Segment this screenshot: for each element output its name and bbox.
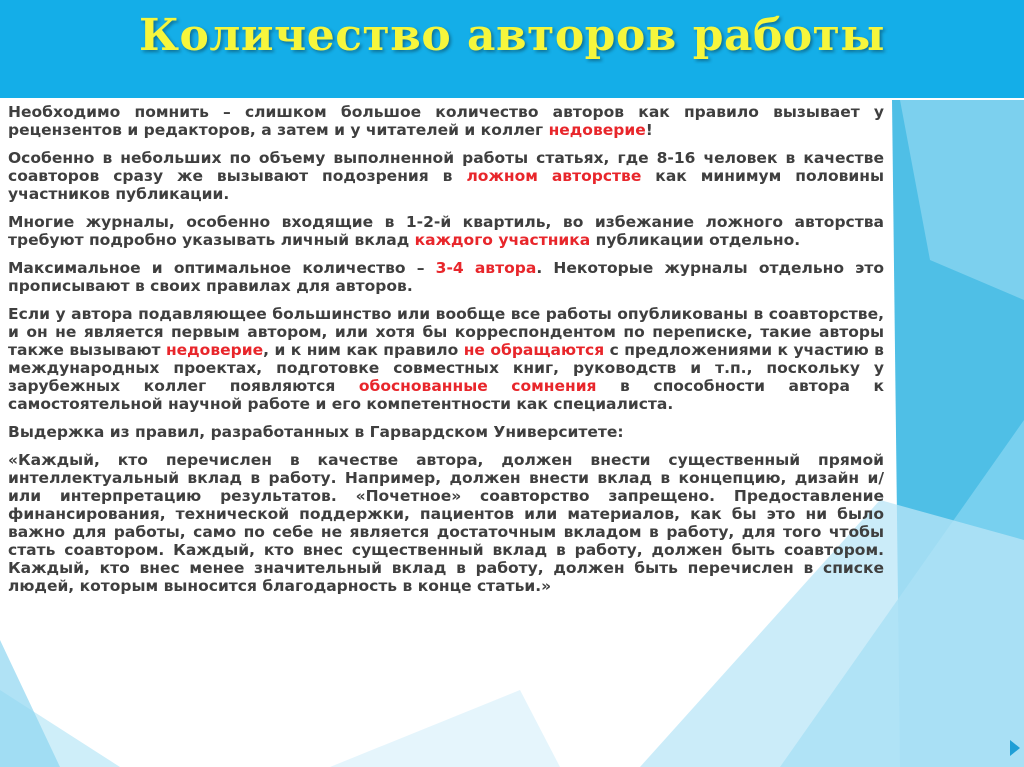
highlight-text: 3-4 автора (435, 259, 537, 277)
paragraph-5: Если у автора подавляющее большинство или вообще все работы опубликованы в соавторстве, и он не является первым автором, или хотя бы корреспондентом по переписке, такие авторы также вызывают недоверие, и к ним как правило не обращаются с предложениями к участию в международных проектах, подготовке совместных книг, руководств и т.п., поскольку у зарубежных коллег появляются обоснованные сомнения в способности автора к самостоятельной научной работе и его компетентности как специалиста. (8, 305, 885, 413)
highlight-text: обоснованные сомнения (358, 377, 597, 395)
highlight-text: каждого участника (414, 231, 591, 249)
highlight-text: недоверие (165, 341, 264, 359)
lower-left-facet-dark (0, 640, 60, 767)
slide-title: Количество авторов работы (138, 10, 886, 61)
paragraph-1: Необходимо помнить – слишком большое количество авторов как правило вызывает у рецензентов и редакторов, а затем и у читателей и коллег недоверие! (8, 103, 884, 139)
highlight-text: не обращаются (463, 341, 605, 359)
highlight-text: ложном авторстве (466, 167, 642, 185)
bottom-center-facet (330, 690, 560, 767)
highlight-text: недоверие (548, 121, 646, 139)
paragraph-4: Максимальное и оптимальное количество – 3-4 автора. Некоторые журналы отдельно это прописывают в своих правилах для авторов. (8, 259, 885, 295)
paragraph-6: Выдержка из правил, разработанных в Гарвардском Университете: (8, 423, 624, 441)
paragraph-2: Особенно в небольших по объему выполненной работы статьях, где 8-16 человек в качестве соавторов сразу же вызывают подозрения в ложном авторстве как минимум половины участников публикации. (8, 149, 884, 203)
harvard-quote: «Каждый, кто перечислен в качестве автора, должен внести существенный прямой интеллектуальный вклад в работу. Например, должен внести вклад в концепцию, дизайн и/или интерпретацию результатов. «Почетное» соавторство запрещено. Предоставление финансирования, технической поддержки, пациентов или материалов, как бы это ни было важно для работы, само по себе не является достаточным вкладом в работу, для того чтобы стать соавтором. Каждый, кто внес существенный вклад в работу, должен быть соавтором. Каждый, кто внес менее значительный вклад в работу, должен быть перечислен в списке людей, которым выносится благодарность в конце статьи.» (8, 451, 884, 595)
paragraph-3: Многие журналы, особенно входящие в 1-2-й квартиль, во избежание ложного авторства требуют подробно указывать личный вклад каждого участника публикации отдельно. (8, 213, 884, 249)
slide-body (8, 103, 884, 605)
